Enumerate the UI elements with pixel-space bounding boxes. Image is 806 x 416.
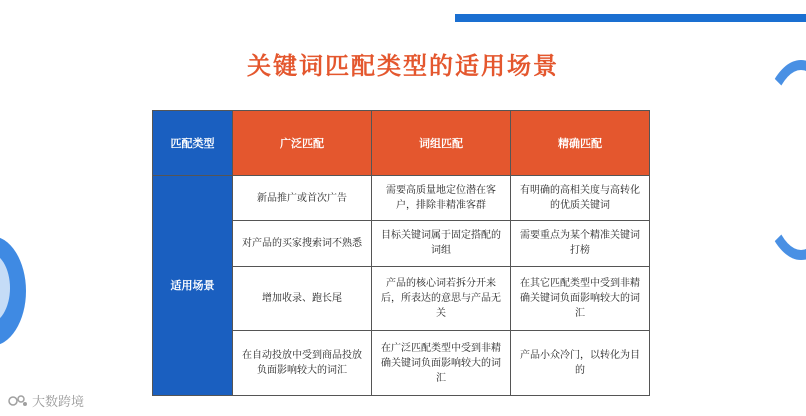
table-cell: 新品推广或首次广告 <box>233 176 372 221</box>
watermark-text: 大数跨境 <box>32 395 85 410</box>
table-cell: 对产品的买家搜索词不熟悉 <box>233 221 372 266</box>
table-cell: 在广泛匹配类型中受到非精确关键词负面影响较大的词汇 <box>372 331 511 396</box>
table-cell: 需要重点为某个精准关键词打榜 <box>511 221 650 266</box>
decorative-top-bar <box>455 14 806 22</box>
page-title: 关键词匹配类型的适用场景 <box>247 52 559 80</box>
table-cell: 在其它匹配类型中受到非精确关键词负面影响较大的词汇 <box>511 266 650 331</box>
match-type-table <box>152 110 650 396</box>
table-row <box>153 176 650 221</box>
table-cell: 产品的核心词若拆分开来后，所表达的意思与产品无关 <box>372 266 511 331</box>
table-cell: 目标关键词属于固定搭配的词组 <box>372 221 511 266</box>
header-phrase-match: 词组匹配 <box>372 111 511 176</box>
row-header-scenarios: 适用场景 <box>153 176 233 396</box>
decorative-right-arc <box>756 60 806 260</box>
table-cell: 增加收录、跑长尾 <box>233 266 372 331</box>
table-cell: 有明确的高相关度与高转化的优质关键词 <box>511 176 650 221</box>
header-exact-match: 精确匹配 <box>511 111 650 176</box>
header-match-type: 匹配类型 <box>153 111 233 176</box>
table-cell: 在自动投放中受到商品投放负面影响较大的词汇 <box>233 331 372 396</box>
table-cell: 产品小众冷门，以转化为目的 <box>511 331 650 396</box>
brand-logo-icon <box>8 394 28 408</box>
header-broad-match: 广泛匹配 <box>233 111 372 176</box>
table-header-row <box>153 111 650 176</box>
table-cell: 需要高质量地定位潜在客户，排除非精准客群 <box>372 176 511 221</box>
watermark <box>8 391 84 410</box>
